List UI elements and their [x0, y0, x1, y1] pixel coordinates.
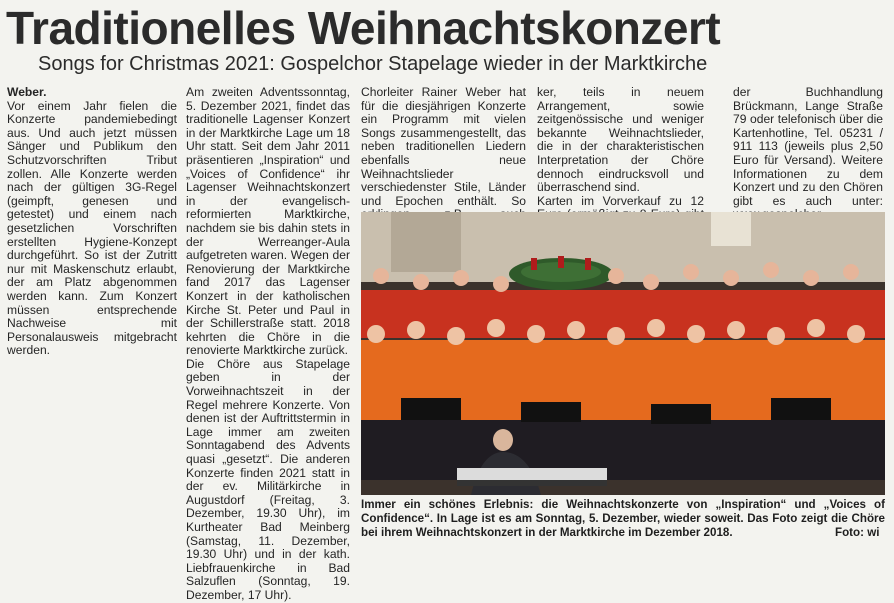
article-headline: Traditionelles Weihnachtskonzert: [6, 2, 721, 54]
column-4-paragraph-1: ker, teils in neuem Arrangement, sowie zeitgenössische und weniger bekannte Weihnachtslieder, die in der charakteristischen Interpretation der Chöre dennoch eindrucksvoll und überraschend sind.: [537, 85, 704, 195]
text-column-1: [7, 86, 177, 358]
column-3-paragraph: Chorleiter Rainer Weber hat für die diesjährigen Konzerte ein Programm mit vielen Songs zusammengestellt, das neben traditionellen Liedern ebenfalls neue Weihnachtslieder verschiedenster Stile, Länder und Epochen enthält. So: [361, 85, 526, 208]
column-2-paragraph-2: Die Chöre aus Stapelage geben in der Vorweihnachtszeit in der Regel mehrere Konzerte. Von denen ist der Auftrittstermin in Lage immer am zweiten Sonntagabend des Advents quasi „gesetzt“. Die anderen Konzerte finden 2021 statt in der ev. Militärkirche in Augustdorf (Freitag, 3. Dezember, 19.30 Uhr), im Kurtheater Bad Meinberg (Samstag, 11. Dezember, 19.30 Uhr) und in der kath. Liebfrauenkirche in Bad Salzuflen (Sonntag, 19. Dezember, 17 Uhr).: [186, 356, 350, 602]
article-byline: Weber.: [7, 85, 47, 99]
choir-photo: [361, 212, 885, 495]
column-5-paragraph: der Buchhandlung Brückmann, Lange Straße 79 oder telefonisch über die Kartenhotline, Tel. 05231 / 911 113 (jeweils plus 2,50 Euro für Versand). Weitere Informationen zu dem Konzert und zu den Chören gibt es auch unter:: [733, 85, 883, 208]
column-1-paragraph: Vor einem Jahr fielen die Konzerte pandemiebedingt aus. Und auch jetzt müssen Sänger und Publikum den Schutzvorschriften Tribut zollen. Alle Konzerte werden nach der gültigen 3G-Regel (geimpft, genesen und getestet) und einem nach gesetzlichen Vorschriften erstellten Hygiene-Konzept durchgeführt. So ist der Zutritt nur mit Maskenschutz erlaubt, der am Platz abgenommen werden kann. Zum Konzert müssen entsprechende Nachweise mit Personalausweis mitgebracht werden.: [7, 98, 177, 358]
text-column-2: [186, 86, 350, 603]
column-4-paragraph-2: Karten im Vorverkauf zu 12: [537, 193, 704, 208]
article-subheadline: Songs for Christmas 2021: Gospelchor Stapelage wieder in der Marktkirche: [38, 53, 708, 75]
photo-caption: Immer ein schönes Erlebnis: die Weihnachtskonzerte von „Inspiration“ und „Voices of Confidence“. In Lage ist es am Sonntag, 5. Dezember, wieder soweit. Das Foto zeigt die Chöre bei ihrem Weihnachtskonzert in der Marktkirche im Dezember 2018.: [361, 498, 885, 539]
column-2-paragraph-1: Am zweiten Adventssonntag, 5. Dezember 2021, findet das traditionelle Lagenser Konzert in der Marktkirche Lage um 18 Uhr statt. Seit dem Jahr 2011 präsentieren „Inspiration“ und „Voices of Confidence“ ihr Lagenser Weihnachtskonzert in der evangelisch-reformierten Marktkirche, nachdem sie bis dahin stets in der Werreanger-Aula aufgetreten waren. Wegen der Renovierung der Marktkirche fand 2017 das Lagenser Konzert in der katholischen Kirche St. Peter und Paul in der Schillerstraße statt. 2018 kehrten die Chöre in die renovierte Marktkirche zurück.: [186, 85, 350, 358]
photo-credit: Foto: wi: [835, 526, 880, 539]
choir-photo-illustration: [361, 212, 885, 495]
